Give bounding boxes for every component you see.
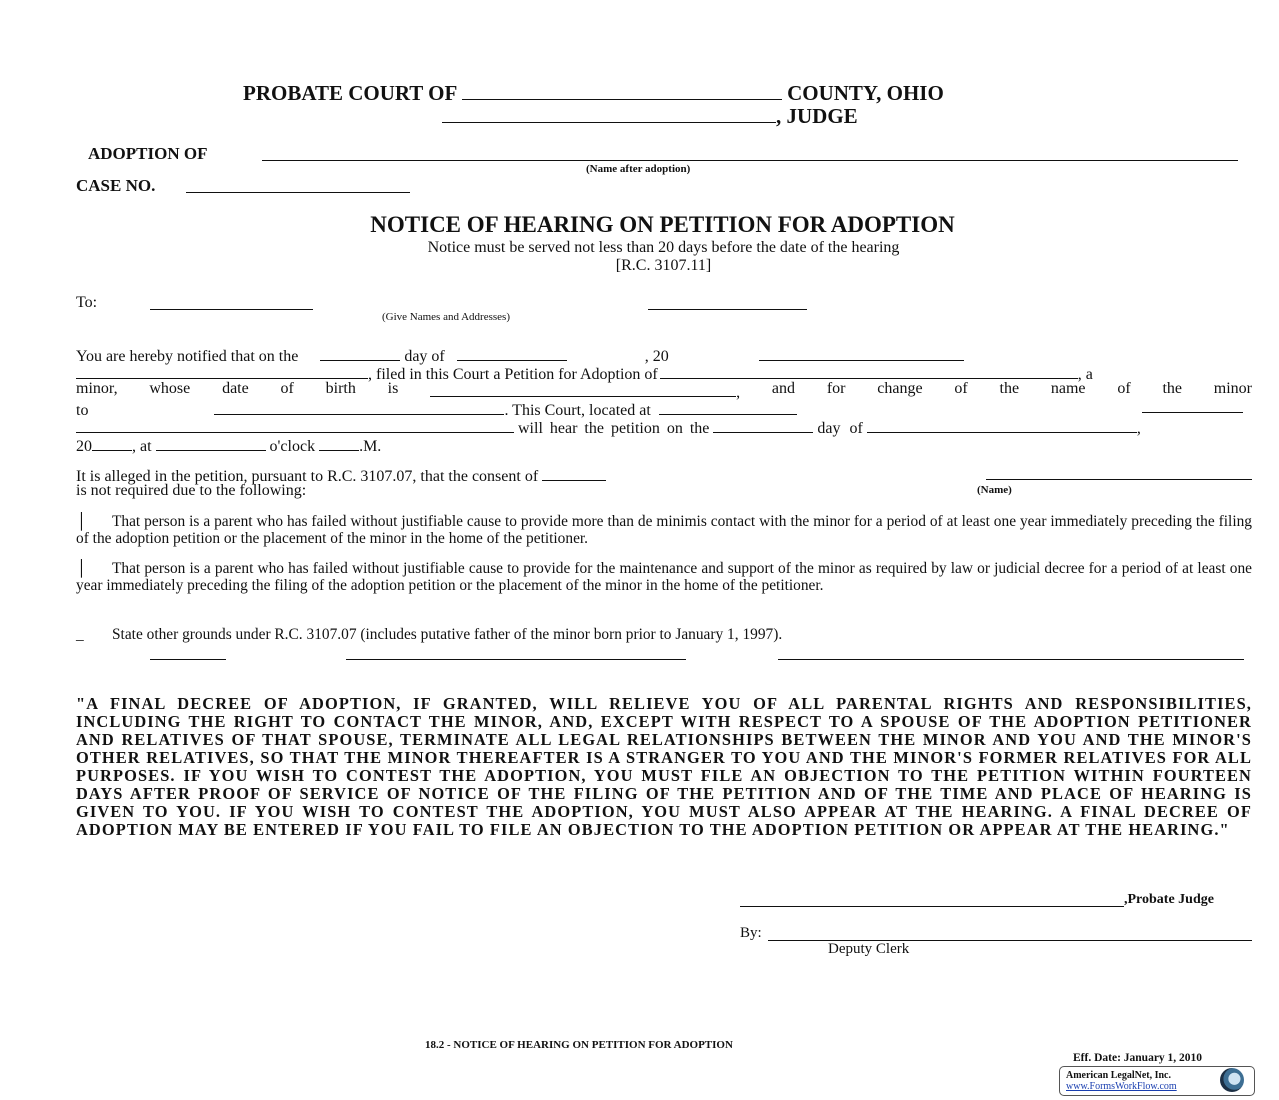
other-grounds-field-2[interactable] [346,659,686,660]
notice-word: of [280,380,294,397]
globe-icon [1220,1068,1244,1092]
notice-text: 20 [76,438,92,455]
notice-word: change [877,380,923,397]
by-label: By: [740,925,762,941]
probate-judge-label: ,Probate Judge [1124,892,1214,907]
notice-text: day of [817,420,863,437]
consent-name-field-b[interactable] [986,479,1252,480]
notice-word: name [1050,380,1086,397]
legal-warning: "A FINAL DECREE OF ADOPTION, IF GRANTED, WILL RELIEVE YOU OF ALL PARENTAL RIGHTS AND RESPONSIBILITIES, INCLUDING THE RIGHT TO CONTACT THE MINOR, AND, EXCEPT WITH RESPECT TO A SPOUSE OF THE ADOPTION PETITIONER AND RELATIVES OF THAT SPOUSE, TERMINATE ALL LEGAL RELATIONSHIPS BETWEEN THE MINOR AND YOU AND THE MINOR'S OTHER RELATIVES, SO THAT THE MINOR THEREAFTER IS A STRANGER TO YOU AND THE MINOR'S FORMER RELATIVES FOR ALL PURPOSES. IF YOU WISH TO CONTEST THE ADOPTION, YOU MUST FILE AN OBJECTION TO THE PETITION WITHIN FOURTEEN DAYS AFTER PROOF OF SERVICE OF NOTICE OF THE FILING OF THE PETITION AND OF THE TIME AND PLACE OF HEARING IS GIVEN TO YOU. IF YOU WISH TO CONTEST THE ADOPTION, YOU MUST ALSO APPEAR AT THE HEARING. A FINAL DECREE OF ADOPTION MAY BE ENTERED IF YOU FAIL TO FILE AN OBJECTION TO THE ADOPTION PETITION OR APPEAR AT THE HEARING." [76,694,1252,839]
ground-1 [76,513,1252,547]
notice-text: . This Court, located at [504,402,651,419]
to-label: To: [76,294,98,311]
notice-word: the [1162,380,1182,397]
notice-word: of [1117,380,1131,397]
document-subtitle: Notice must be served not less than 20 days before the date of the hearing [427,239,900,256]
ground-2 [76,560,1252,594]
notice-word: whose [149,380,191,397]
ground-3 [76,626,1252,643]
petitioner-field-a[interactable] [759,344,964,361]
notice-word: and [771,380,796,397]
other-grounds-field-1[interactable] [150,659,226,660]
notice-text: .M. [359,438,382,455]
notice-text: , at [132,438,152,455]
adoption-of-label: ADOPTION OF [88,144,208,163]
notice-word: the [999,380,1020,397]
notice-line-3: minor, whose date of birth is , and for change of the name of the minor [76,380,1252,401]
other-grounds-field-3[interactable] [778,659,1244,660]
notice-text: , a [1077,366,1093,383]
ground-2-checkbox[interactable]: │ [76,560,87,577]
judge-line [442,101,858,129]
notice-text: , 20 [644,348,669,365]
ground-1-text: That person is a parent who has failed without justifiable cause to provide more than de minimis contact with the minor for a period of at least one year immediately preceding the filing of the adoption petition or the placement of the minor in the home of the petitioner. [76,513,1252,547]
court-location-field-c[interactable] [76,416,514,433]
county-suffix: COUNTY, OHIO [787,81,944,105]
notice-word: birth [325,380,356,397]
name-after-adoption-caption: (Name after adoption) [586,163,691,175]
am-pm-field[interactable] [319,434,359,451]
notice-word: is [387,380,399,397]
day-field[interactable] [320,344,400,361]
notice-text: o'clock [269,438,316,455]
notice-word: minor, [76,380,118,397]
document-title: NOTICE OF HEARING ON PETITION FOR ADOPTION [370,212,955,237]
notice-word: for [826,380,846,397]
recipient-field-1[interactable] [150,309,313,310]
give-names-caption: (Give Names and Addresses) [382,311,510,323]
month-field[interactable] [457,344,567,361]
case-no-field[interactable] [186,192,410,193]
county-name-field[interactable] [462,78,782,100]
new-name-field[interactable] [214,398,504,415]
deputy-clerk-label: Deputy Clerk [828,941,910,957]
judge-name-field[interactable] [442,101,776,123]
ground-3-checkbox[interactable]: _ [76,626,84,643]
name-caption: (Name) [977,484,1012,496]
consent-line-2: is not required due to the following: [76,482,307,499]
notice-text: will hear the petition on the [518,420,710,437]
adoption-name-field[interactable] [262,160,1238,161]
court-location-field-a[interactable] [659,398,797,415]
case-no-label: CASE NO. [76,176,156,195]
hearing-year-field[interactable] [92,434,132,451]
notice-word: of [954,380,968,397]
consent-text: It is alleged in the petition, pursuant to R.C. 3107.07, that the consent of [76,468,539,485]
ground-1-checkbox[interactable]: │ [76,513,87,530]
notice-line-6 [76,434,381,456]
logo-url[interactable]: www.FormsWorkFlow.com [1066,1081,1177,1092]
hearing-time-field[interactable] [156,434,266,451]
notice-text: You are hereby notified that on the [76,348,299,365]
ground-2-text: That person is a parent who has failed without justifiable cause to provide for the maintenance and support of the minor as required by law or judicial decree for a period of at least one year immediately preceding the filing of the adoption petition or the placement of the minor in the home of the petitioner. [76,560,1252,594]
effective-date: Eff. Date: January 1, 2010 [1073,1052,1203,1064]
ground-3-text: State other grounds under R.C. 3107.07 (includes putative father of the minor born prior to January 1, 1997). [112,626,783,643]
logo-company: American LegalNet, Inc. [1066,1070,1171,1081]
notice-text: to [76,402,89,419]
hearing-month-field[interactable] [867,416,1137,433]
notice-text: day of [404,348,445,365]
birth-date-field[interactable] [430,380,736,397]
court-prefix: PROBATE COURT OF [243,81,457,105]
notice-word: minor [1213,380,1252,397]
judge-signature-field[interactable] [740,906,1124,907]
notice-text: , filed in this Court a Petition for Adoption of [368,366,658,383]
recipient-field-2[interactable] [648,309,807,310]
hearing-day-field[interactable] [713,416,813,433]
minor-name-field[interactable] [660,362,1078,379]
american-legalnet-logo[interactable] [1059,1066,1255,1096]
court-location-field-b[interactable] [1142,412,1243,413]
statute-reference: [R.C. 3107.11] [615,257,712,274]
consent-name-field-a[interactable] [542,464,606,481]
judge-suffix: , JUDGE [776,104,858,128]
petitioner-field-b[interactable] [76,362,368,379]
notice-word: date [222,380,249,397]
notice-line-5: will hear the petition on the day of , [76,416,1252,438]
form-footer-title: 18.2 - NOTICE OF HEARING ON PETITION FOR ADOPTION [425,1039,733,1051]
